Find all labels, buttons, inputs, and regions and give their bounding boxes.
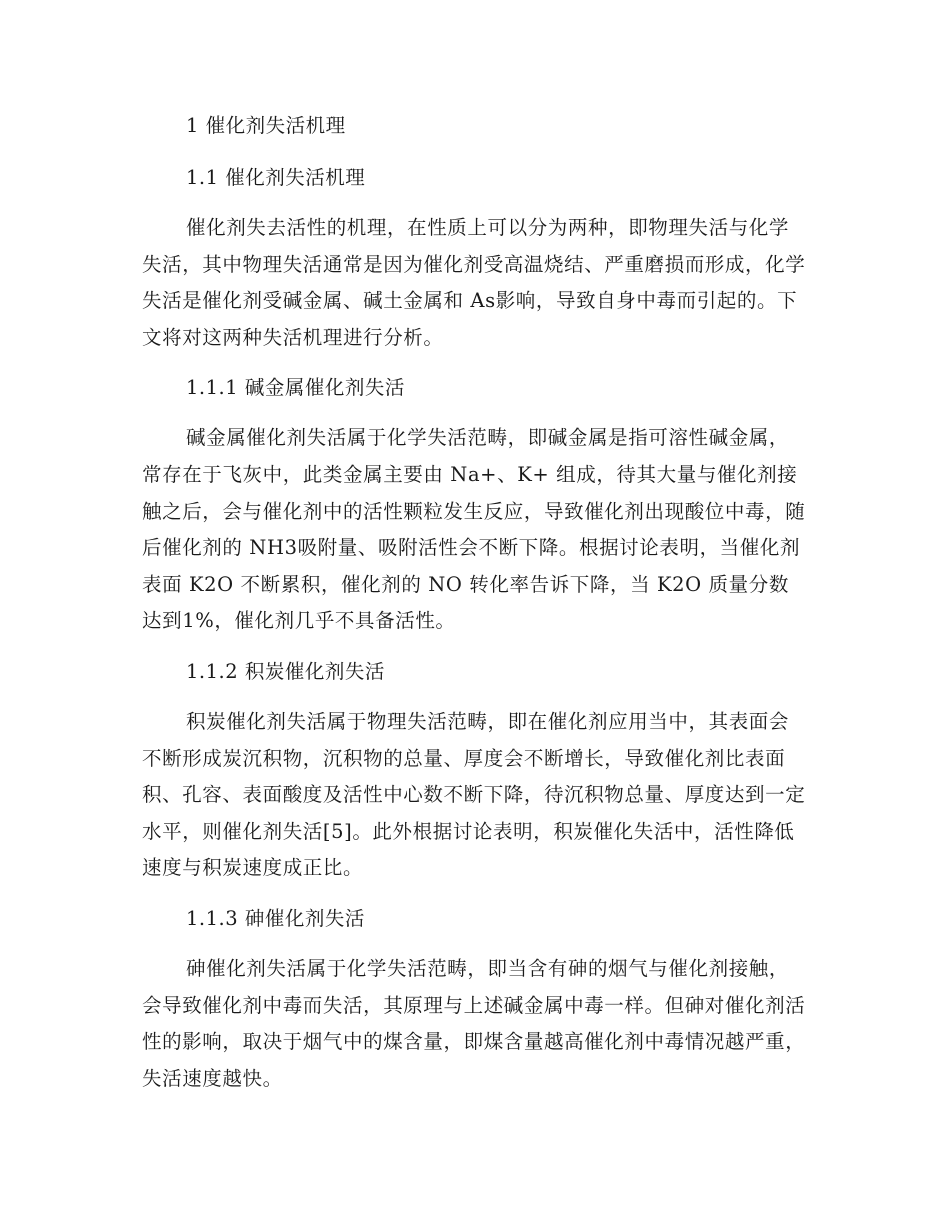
paragraph-arsenic: 砷催化剂失活属于化学失活范畴，即当含有砷的烟气与催化剂接触，会导致催化剂中毒而失活，其原理与上述碱金属中毒一样。但砷对催化剂活性的影响，取决于烟气中的煤含量，即煤含量越高催化剂中毒情况越严重，失活速度越快。	[142, 956, 806, 1090]
paragraph-alkali-metal: 碱金属催化剂失活属于化学失活范畴，即碱金属是指可溶性碱金属，常存在于飞灰中，此类金属主要由 Na+、K+ 组成，待其大量与催化剂接触之后，会与催化剂中的活性颗粒发生反应，导致催化剂出现酸位中毒，随后催化剂的 NH3吸附量、吸附活性会不断下降。根据讨论表明，当催化剂表面 K2O 不断累积，催化剂的 NO 转化率告诉下降，当 K2O 质量分数达到1%，催化剂几乎不具备活性。	[142, 426, 806, 633]
subsection-heading-alkali-metal: 1.1.1 碱金属催化剂失活	[186, 376, 405, 400]
subsection-heading-arsenic: 1.1.3 砷催化剂失活	[186, 906, 365, 930]
intro-paragraph: 催化剂失去活性的机理，在性质上可以分为两种，即物理失活与化学失活，其中物理失活通常是因为催化剂受高温烧结、严重磨损而形成，化学失活是催化剂受碱金属、碱土金属和 As影响，导致自身中毒而引起的。下文将对这两种失活机理进行分析。	[142, 216, 806, 349]
paragraph-carbon-deposit: 积炭催化剂失活属于物理失活范畴，即在催化剂应用当中，其表面会不断形成炭沉积物，沉积物的总量、厚度会不断增长，导致催化剂比表面积、孔容、表面酸度及活性中心数不断下降，待沉积物总量、厚度达到一定水平，则催化剂失活[5]。此外根据讨论表明，积炭催化失活中，活性降低速度与积炭速度成正比。	[142, 709, 806, 880]
chapter-heading: 1 催化剂失活机理	[186, 114, 346, 137]
subsection-heading-carbon-deposit: 1.1.2 积炭催化剂失活	[186, 659, 385, 683]
section-heading: 1.1 催化剂失活机理	[186, 166, 366, 189]
document-page	[142, 106, 808, 1097]
